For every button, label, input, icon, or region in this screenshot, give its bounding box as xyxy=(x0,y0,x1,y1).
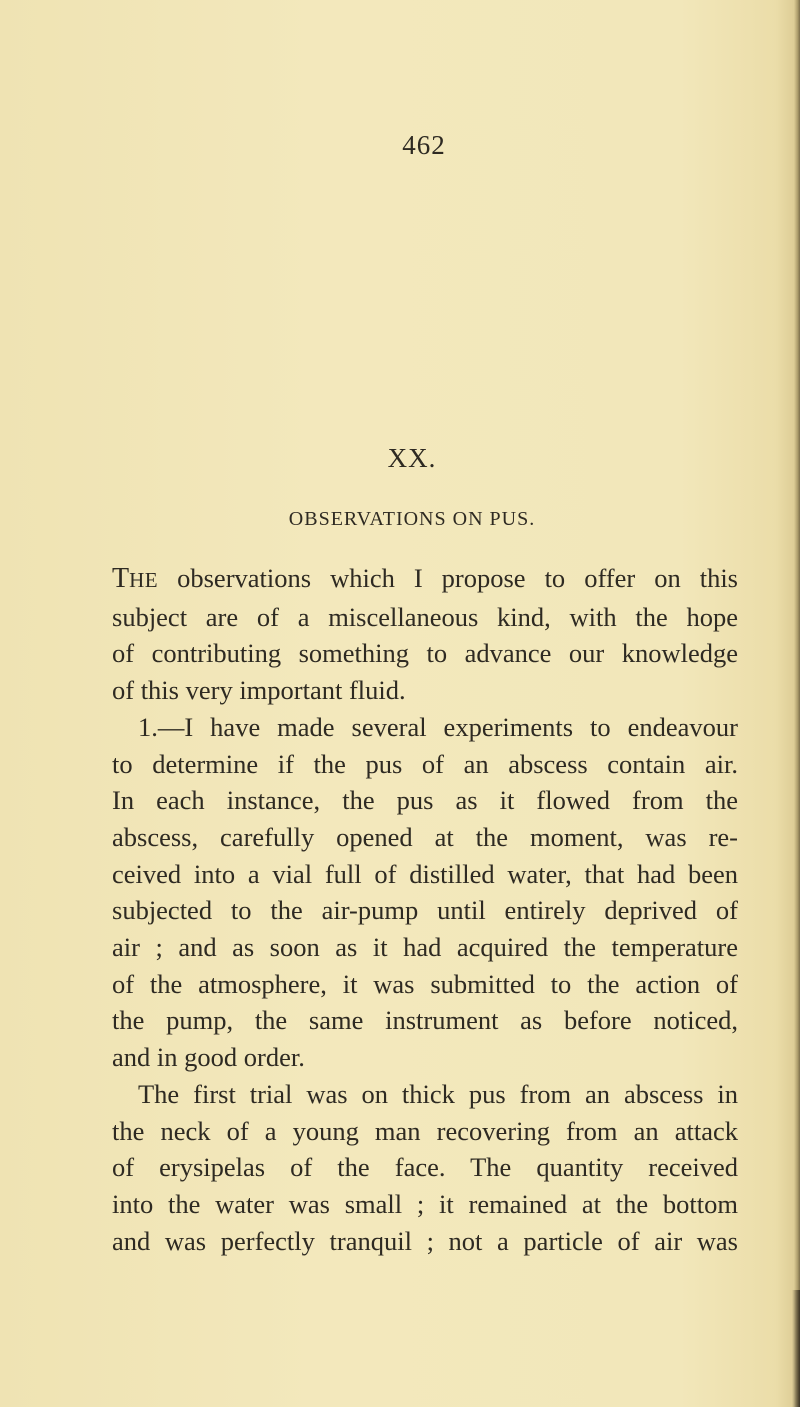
paragraph-2-line-10: and in good order. xyxy=(112,1042,305,1073)
paragraph-2 xyxy=(112,709,738,1076)
body-text xyxy=(112,560,738,1259)
drop-initial: T xyxy=(112,563,130,594)
paragraph-1-line-3: of contributing something to advance our knowledge xyxy=(112,638,738,669)
paragraph-2-line-7: air ; and as soon as it had acquired the temperature xyxy=(112,932,738,963)
paragraph-2-line-3: In each instance, the pus as it flowed from the xyxy=(112,785,738,816)
paragraph-1 xyxy=(112,560,738,709)
paragraph-2-line-4: abscess, carefully opened at the moment, was re- xyxy=(112,821,738,852)
page-edge-shadow-lower xyxy=(792,1290,800,1407)
paragraph-2-line-1: 1.—I have made several experiments to endeavour xyxy=(138,711,738,742)
paragraph-2-line-6: subjected to the air-pump until entirely deprived of xyxy=(112,895,738,926)
paragraph-3-line-2: the neck of a young man recovering from an attack xyxy=(112,1115,738,1146)
paragraph-3-line-5: and was perfectly tranquil ; not a particle of air was xyxy=(112,1225,738,1256)
page-edge-shadow xyxy=(794,0,800,1407)
paragraph-2-line-2: to determine if the pus of an abscess contain air. xyxy=(112,748,738,779)
paragraph-1-line-4: of this very important fluid. xyxy=(112,675,406,706)
paragraph-1-line-1-text: observations which I propose to offer on this xyxy=(158,563,738,593)
paragraph-1-line-2: subject are of a miscellaneous kind, with the hope xyxy=(112,601,738,632)
paragraph-3-line-1: The first trial was on thick pus from an abscess in xyxy=(138,1078,738,1109)
chapter-number: XX. xyxy=(387,443,437,473)
small-caps-word: HE xyxy=(129,568,159,592)
paragraph-1-line-1 xyxy=(112,560,738,599)
paragraph-2-line-9: the pump, the same instrument as before noticed, xyxy=(112,1005,738,1036)
paragraph-3-line-4: into the water was small ; it remained at the bottom xyxy=(112,1188,738,1219)
page-number: 462 xyxy=(402,130,446,160)
paragraph-3 xyxy=(112,1076,738,1260)
paragraph-2-line-8: of the atmosphere, it was submitted to the action of xyxy=(112,968,738,999)
chapter-title: OBSERVATIONS ON PUS. xyxy=(288,508,536,530)
paragraph-2-line-5: ceived into a vial full of distilled water, that had been xyxy=(112,858,738,889)
paragraph-3-line-3: of erysipelas of the face. The quantity received xyxy=(112,1152,738,1183)
